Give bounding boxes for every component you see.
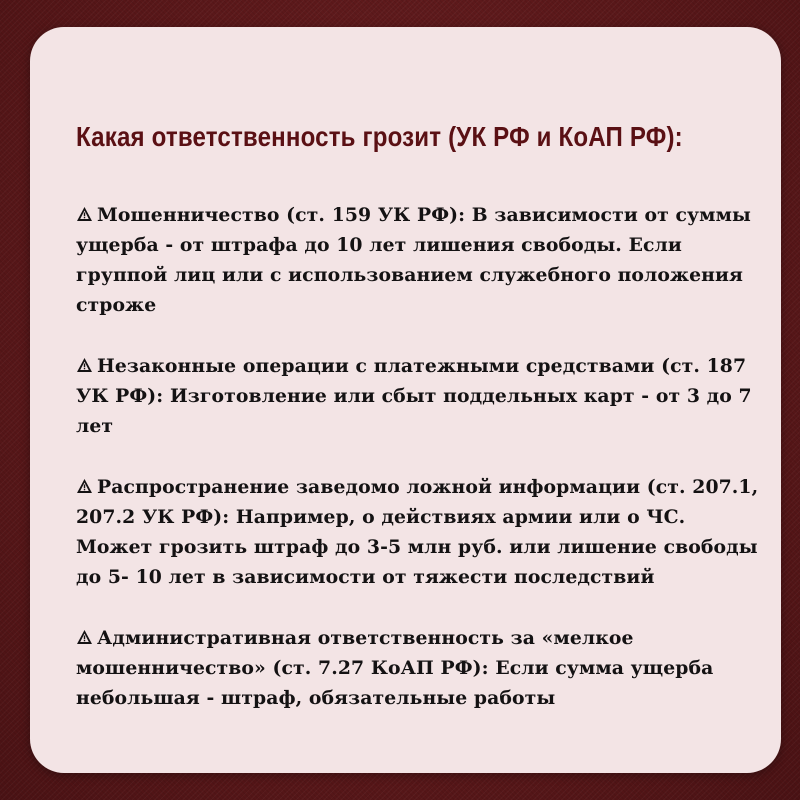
liability-text: Незаконные операции с платежными средствами (ст. 187 УК РФ): Изготовление или сбыт поддельных карт - от 3 до 7 лет	[76, 355, 752, 437]
liability-item	[76, 623, 761, 713]
liability-item	[76, 200, 761, 320]
warning-sign-icon	[76, 206, 93, 222]
page-title: Какая ответственность грозит (УК РФ и КоАП РФ):	[76, 121, 683, 152]
liability-text: Мошенничество (ст. 159 УК РФ): В зависимости от суммы ущерба - от штрафа до 10 лет лишения свободы. Если группой лиц или с использованием служебного положения строже	[76, 204, 751, 316]
liability-text: Административная ответственность за «мелкое мошенничество» (ст. 7.27 КоАП РФ): Если сумма ущерба небольшая - штраф, обязательные работы	[76, 627, 714, 709]
liability-text: Распространение заведомо ложной информации (ст. 207.1, 207.2 УК РФ): Например, о действиях армии или о ЧС. Может грозить штраф до 3-5 млн руб. или лишение свободы до 5- 10 лет в зависимости от тяжести последствий	[76, 476, 759, 588]
warning-sign-icon	[76, 629, 93, 645]
liability-list	[76, 200, 761, 713]
liability-item	[76, 351, 761, 441]
warning-sign-icon	[76, 478, 93, 494]
warning-sign-icon	[76, 357, 93, 373]
content-card	[30, 27, 781, 773]
liability-item	[76, 472, 761, 592]
